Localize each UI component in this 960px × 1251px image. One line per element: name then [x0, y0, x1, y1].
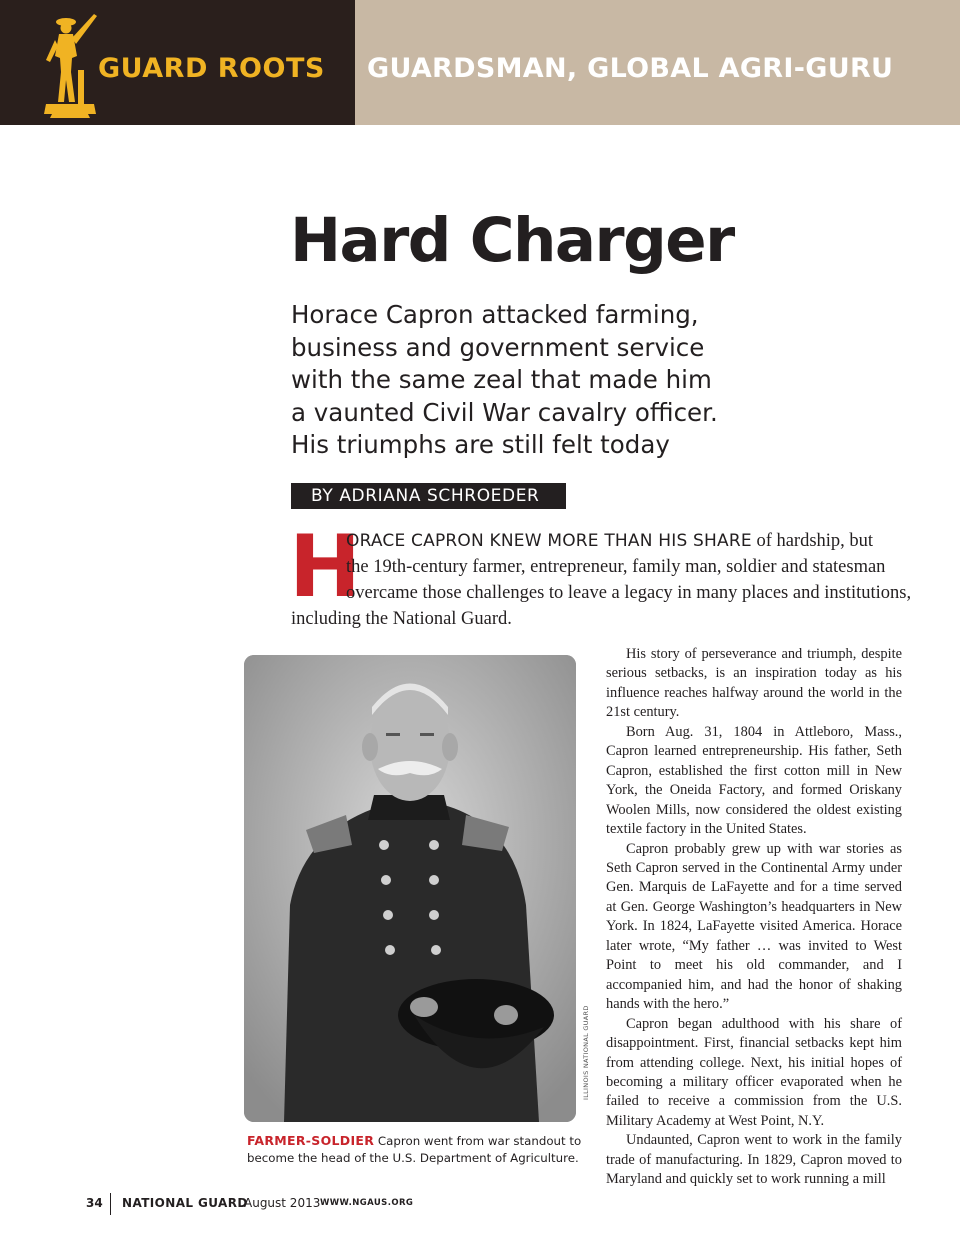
body-paragraph: Born Aug. 31, 1804 in Attleboro, Mass., Capron learned entrepreneurship. His father, Seth Capron, established the first cotton mill in New York, the Oneida Factory, and formed Oriskany Woolen Mills, now considered the oldest existing textile factory in the United States.	[606, 723, 902, 838]
intro-text: of hardship, but	[751, 531, 874, 551]
drop-cap: H	[289, 517, 361, 617]
body-paragraph: Undaunted, Capron went to work in the family trade of manufacturing. In 1829, Capron moved to Maryland and quickly set to work running a mill	[606, 1132, 902, 1188]
intro-lead-caps: ORACE CAPRON KNEW MORE THAN HIS SHARE	[346, 531, 752, 551]
website-link[interactable]: WWW.NGAUS.ORG	[320, 1198, 414, 1208]
body-column	[606, 645, 902, 1190]
header-left-band	[0, 0, 355, 125]
section-name: GUARD ROOTS	[98, 53, 325, 84]
publication-name: NATIONAL GUARD	[122, 1196, 248, 1210]
caption-text: Capron went from war standout to become the head of the U.S. Department of Agriculture.	[247, 1134, 582, 1165]
article-kicker: GUARDSMAN, GLOBAL AGRI-GURU	[367, 53, 894, 84]
minuteman-statue-icon	[42, 10, 104, 120]
deck-line: a vaunted Civil War cavalry officer.	[291, 397, 718, 427]
deck-line: His triumphs are still felt today	[291, 430, 670, 459]
intro-line: the 19th-century farmer, entrepreneur, family man, soldier and statesman	[346, 557, 886, 577]
body-paragraph: Capron probably grew up with war stories as Seth Capron served in the Continental Army under Gen. Marquis de LaFayette and for a time served at Gen. George Washington’s headquarters in New York. In 1824, LaFayette visited America. Horace later wrote, “My father … was invited to West Point to meet his old commander, and I accompanied him, and had the honor of shaking hands with the hero.”	[606, 840, 902, 1013]
deck-line: business and government service	[291, 332, 705, 362]
intro-line	[346, 528, 873, 554]
portrait-photo	[244, 655, 576, 1122]
caption-lead: FARMER-SOLDIER	[247, 1133, 375, 1148]
deck-line: with the same zeal that made him	[291, 365, 712, 394]
article-headline: Hard Charger	[290, 205, 734, 276]
photo-credit: ILLINOIS NATIONAL GUARD	[582, 1005, 590, 1100]
article-deck	[291, 299, 741, 462]
portrait-illustration	[244, 655, 576, 1122]
issue-date: August 2013	[244, 1196, 321, 1210]
byline: BY ADRIANA SCHROEDER	[291, 483, 566, 509]
photo-caption	[247, 1132, 582, 1167]
body-paragraph: His story of perseverance and triumph, despite serious setbacks, is an inspiration today as his influence reaches halfway around the world in the 21st century.	[606, 646, 902, 721]
intro-line: overcame those challenges to leave a legacy in many places and institutions,	[346, 583, 912, 603]
body-paragraph: Capron began adulthood with his share of disappointment. First, financial setbacks kept him from attending college. Next, his initial hopes of becoming a military officer evaporated when he failed to receive a commission from the U.S. Military Academy at West Point, N.Y.	[606, 1015, 902, 1129]
page-number: 34	[86, 1196, 103, 1210]
intro-line: including the National Guard.	[291, 609, 512, 629]
deck-line: Horace Capron attacked farming,	[291, 300, 699, 329]
footer-divider	[110, 1193, 111, 1215]
